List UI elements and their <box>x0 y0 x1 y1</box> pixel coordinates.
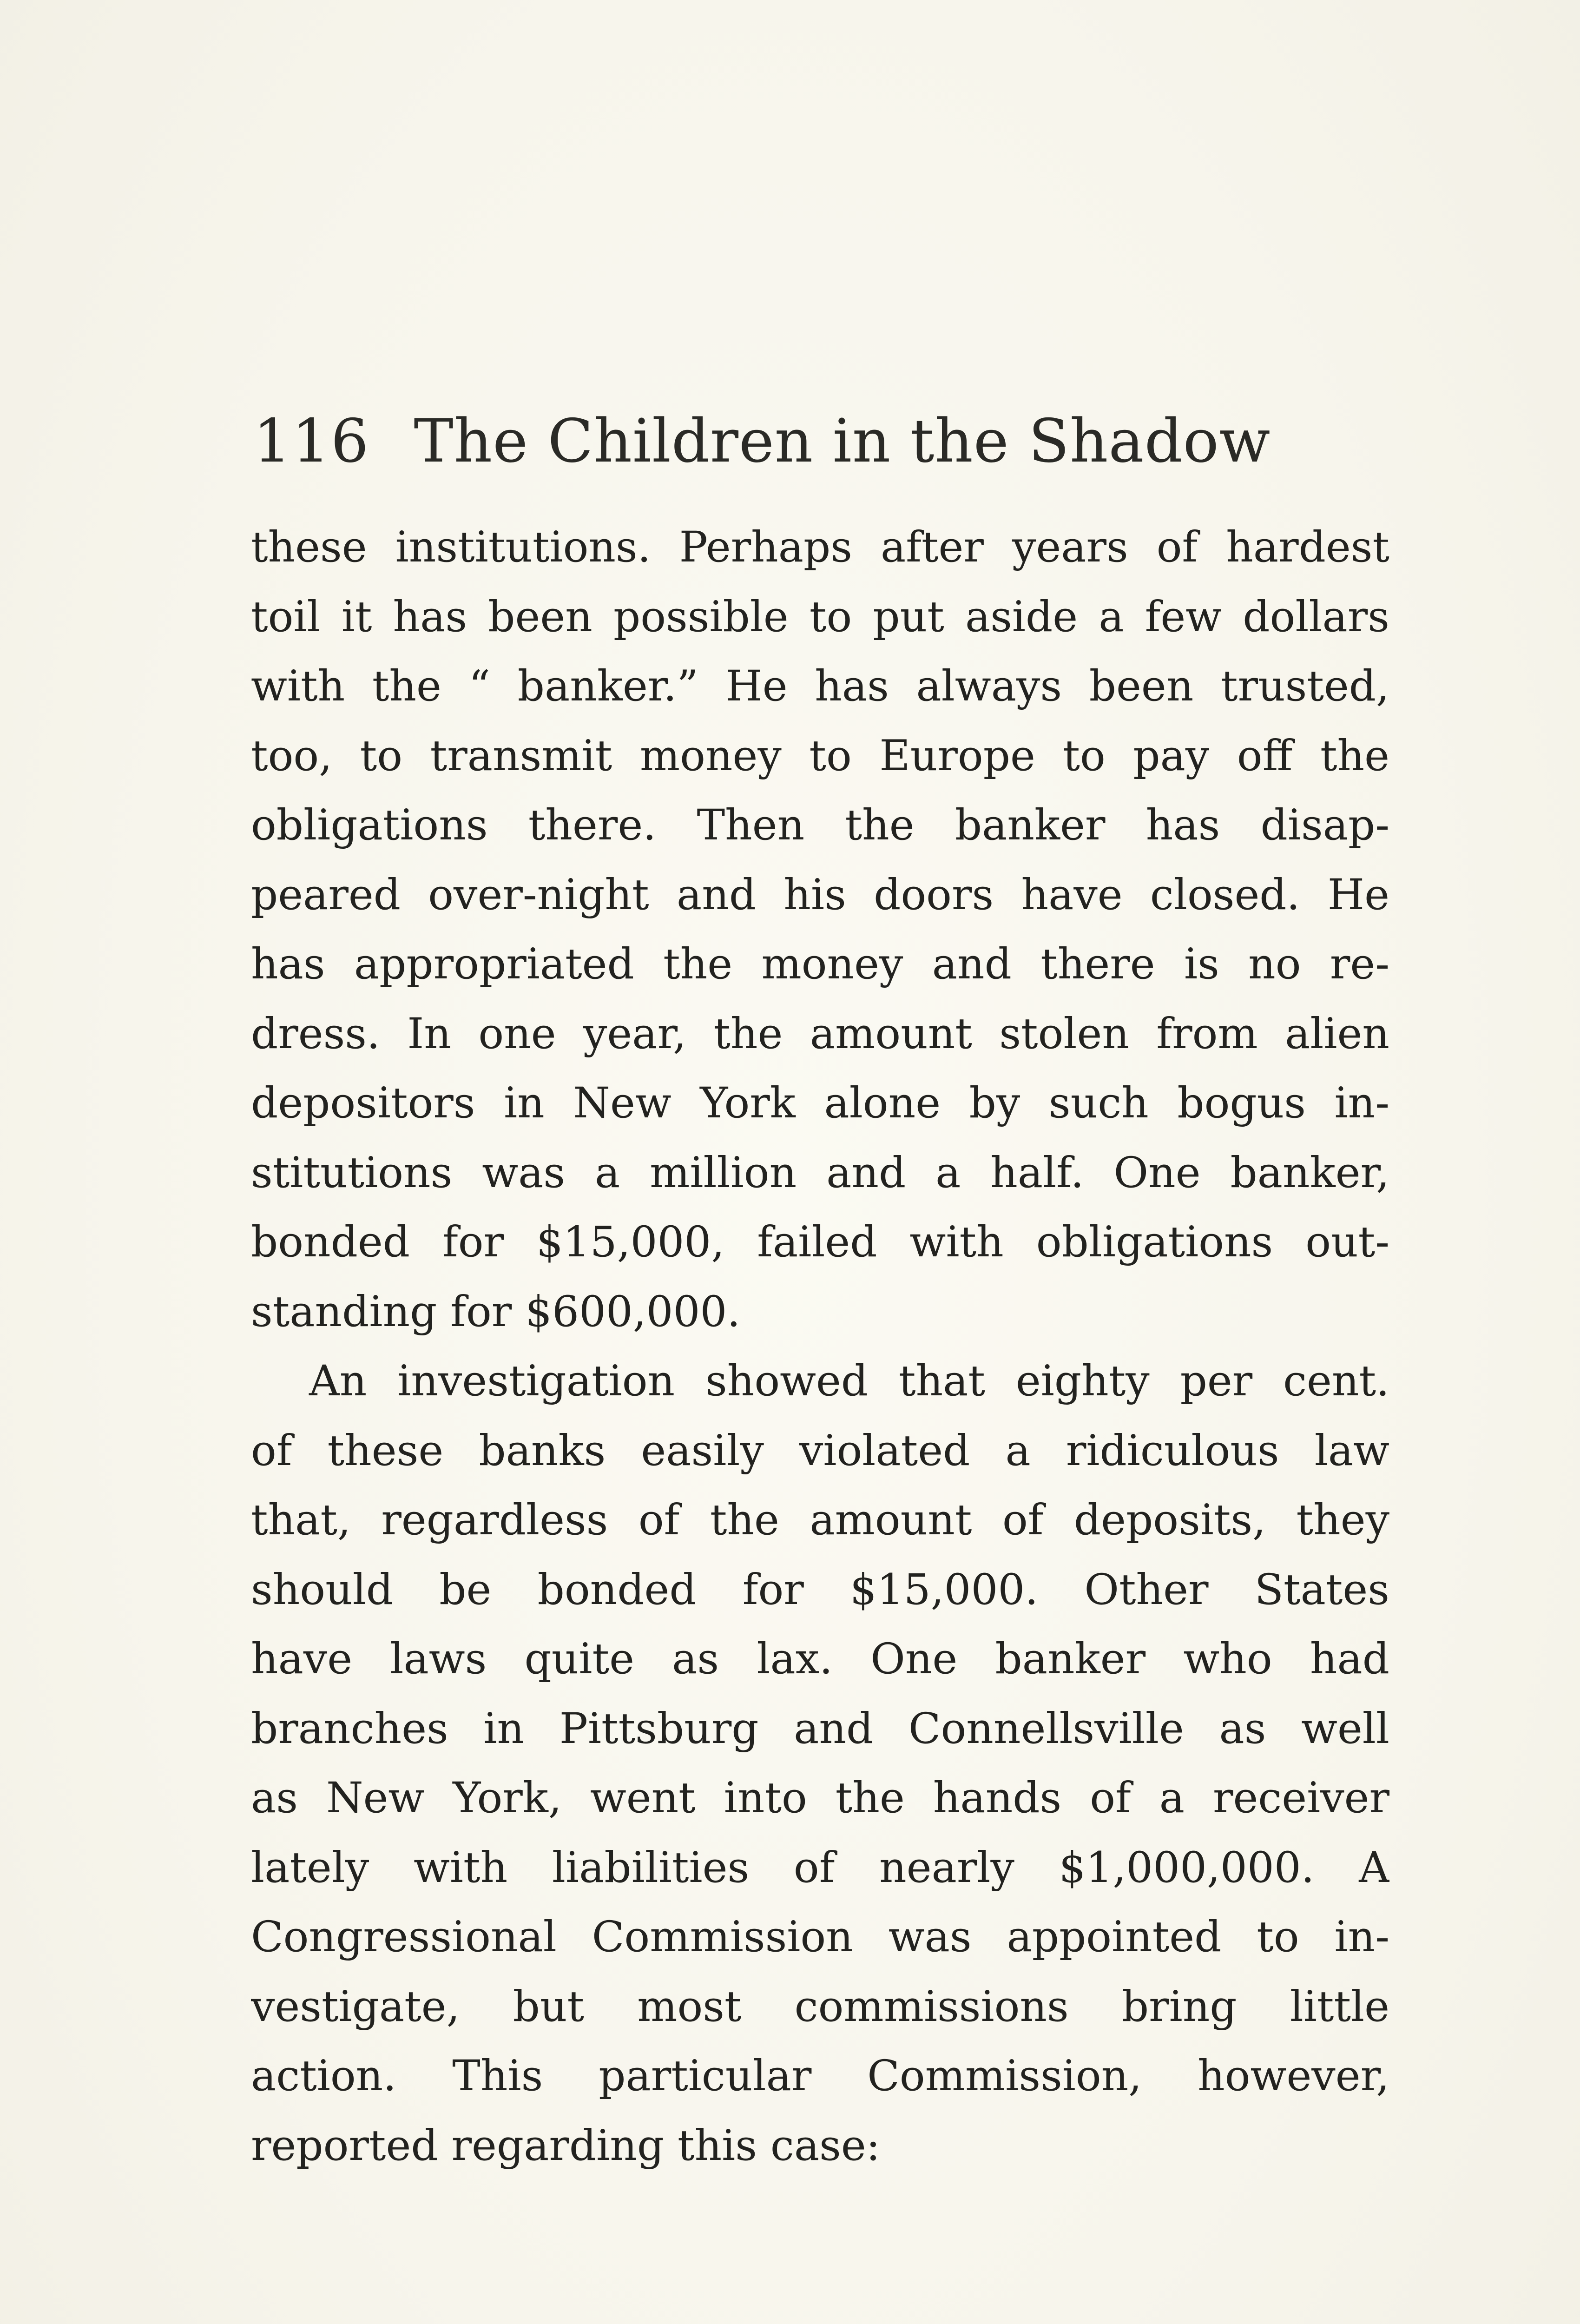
text-line: too, to transmit money to Europe to pay off the <box>251 731 1389 780</box>
page-number: 116 <box>253 407 370 476</box>
paragraph-2 <box>251 1347 1389 2180</box>
paragraph-1 <box>251 513 1389 1347</box>
text-line: reported regarding this case: <box>251 2121 881 2170</box>
text-line: that, regardless of the amount of deposits, they <box>251 1496 1389 1545</box>
page-header <box>253 407 1392 490</box>
text-line: standing for $600,000. <box>251 1287 741 1336</box>
text-line: lately with liabilities of nearly $1,000,000. A <box>251 1843 1389 1892</box>
text-line: of these banks easily violated a ridiculous law <box>251 1426 1389 1475</box>
text-line: have laws quite as lax. One banker who had <box>251 1635 1389 1684</box>
text-line: as New York, went into the hands of a receiver <box>251 1774 1389 1822</box>
text-line: with the “ banker.” He has always been trusted, <box>251 662 1389 711</box>
text-line: bonded for $15,000, failed with obligations out- <box>251 1218 1389 1267</box>
body-text <box>251 513 1389 2180</box>
text-line: toil it has been possible to put aside a few dollars <box>251 592 1389 641</box>
text-line: vestigate, but most commissions bring little <box>251 1982 1389 2031</box>
text-line: branches in Pittsburg and Connellsville as well <box>251 1704 1389 1753</box>
text-line: Congressional Commission was appointed to in- <box>251 1913 1389 1961</box>
text-line: should be bonded for $15,000. Other States <box>251 1565 1389 1614</box>
text-line: peared over-night and his doors have closed. He <box>251 870 1389 919</box>
text-line: stitutions was a million and a half. One banker, <box>251 1148 1389 1197</box>
text-line: An investigation showed that eighty per cent. <box>309 1357 1389 1406</box>
text-line: action. This particular Commission, however, <box>251 2052 1389 2100</box>
running-title: The Children in the Shadow <box>414 407 1271 476</box>
text-line: obligations there. Then the banker has disap- <box>251 801 1389 850</box>
text-line: depositors in New York alone by such bogus in- <box>251 1079 1389 1128</box>
text-line: has appropriated the money and there is no re- <box>251 940 1389 989</box>
text-line: dress. In one year, the amount stolen from alien <box>251 1009 1389 1058</box>
text-line: these institutions. Perhaps after years of hardest <box>251 523 1389 572</box>
